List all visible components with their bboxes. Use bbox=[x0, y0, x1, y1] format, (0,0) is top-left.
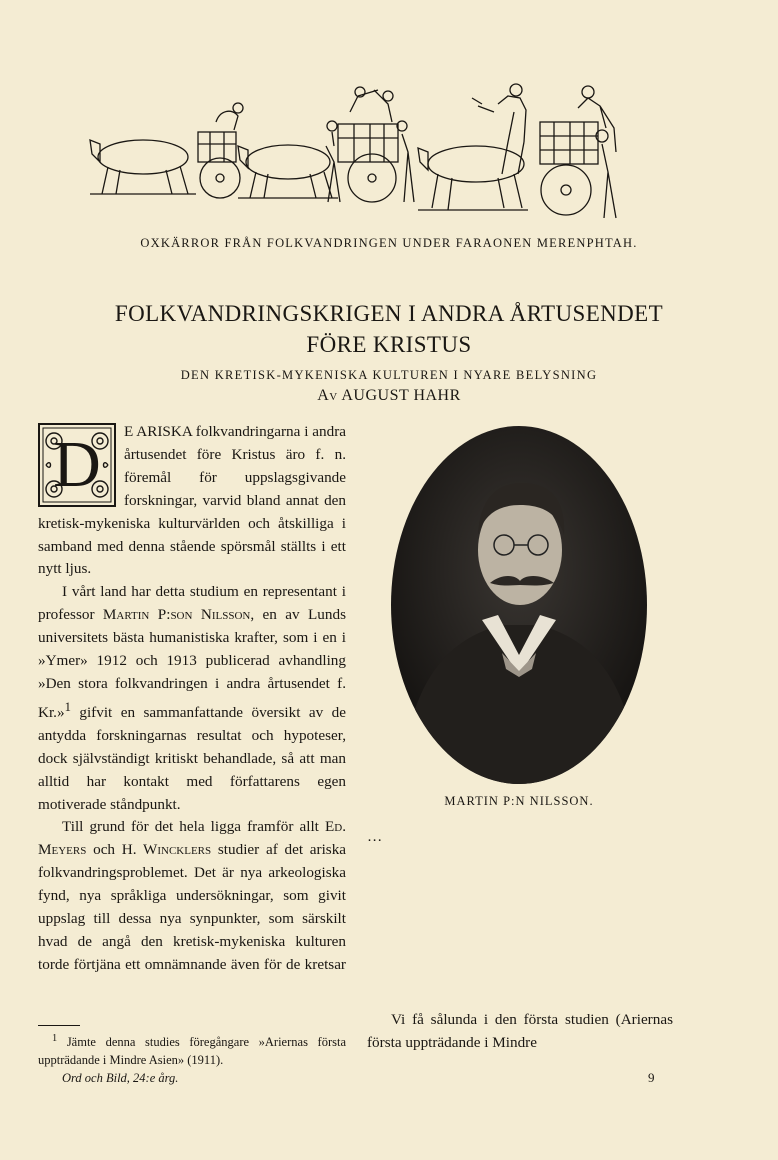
footnote-reference: 1 bbox=[64, 699, 71, 714]
footnote-text: Jämte denna studies föregångare »Ariernas första uppträdande i Mindre Asien» (1911). bbox=[38, 1035, 346, 1068]
illustration-caption: OXKÄRROR FRÅN FOLKVANDRINGEN UNDER FARAONEN MERENPHTAH. bbox=[140, 236, 638, 250]
article-column-right bbox=[367, 826, 673, 1055]
article-column-left bbox=[38, 421, 346, 976]
person-name: Ed. Meyers bbox=[38, 818, 346, 859]
dropcap-letter: D bbox=[53, 428, 101, 501]
page-number: 9 bbox=[648, 1070, 655, 1085]
portrait-photo bbox=[390, 425, 648, 785]
ox-figure bbox=[418, 146, 528, 210]
paragraph-1: E ARISKA folkvandringarna i andra årtusendet före Kristus äro f. n. föremål för uppslagsgivande forskningar, varvid bland annat den kretisk-mykeniska kulturvärlden och åtskilliga i samband med denna stående spörsmål ställts i ett nytt ljus. bbox=[38, 423, 346, 578]
paragraph-3 bbox=[38, 816, 346, 976]
article-title bbox=[0, 298, 778, 360]
paragraph-2-text-c: gifvit en sammanfattande översikt av de antydda forskningarnas resultat och hypoteser, dock självständigt kritiskt behandlade, så att man alltid har kontakt med författarens egen motiverade ståndpunkt. bbox=[38, 703, 346, 813]
article-subtitle: DEN KRETISK-MYKENISKA KULTUREN I NYARE BELYSNING bbox=[180, 368, 598, 382]
byline bbox=[0, 387, 778, 405]
paragraph-4: Vi få sålunda i den första studien (Ariernas första uppträdande i Mindre bbox=[367, 1011, 673, 1051]
paragraph-3-text-b: och bbox=[93, 841, 116, 859]
paragraph-2-text-b: , en av Lunds universitets bästa humanistiska krafter, som i en i »Ymer» 1912 och 1913 publicerad avhandling »Den stora folkvandringen i andra årtusendet f. Kr.» bbox=[38, 606, 346, 721]
cart-figure bbox=[472, 84, 616, 218]
paragraph-3-text-a: Till grund för det hela ligga framför allt bbox=[62, 818, 319, 836]
byline-prefix: Av bbox=[317, 387, 338, 404]
paragraph-2 bbox=[38, 581, 346, 816]
footnote-divider bbox=[38, 1025, 80, 1026]
author-name: AUGUST HAHR bbox=[341, 387, 461, 404]
ox-figure bbox=[90, 140, 196, 194]
paragraph-3-text-c: studier af det ariska folkvandringsproblemet. Det är nya arkeologiska fynd, nya språkliga undersökningar, som givit uppslag till dessa nya synpunkter, som särskilt hvad de angå den kretisk-mykeniska kulturen torde förtjäna ett omnämnande även för de kretsar bbox=[38, 841, 346, 973]
cart-figure bbox=[326, 87, 414, 202]
footnote bbox=[38, 1030, 346, 1069]
publication-source: Ord och Bild, 24:e årg. bbox=[62, 1071, 179, 1085]
paragraph-2-text-a: I vårt land har detta studium en representant i professor bbox=[38, 583, 346, 624]
ox-cart-frieze-illustration bbox=[88, 82, 628, 232]
article-title-line-1: FOLKVANDRINGSKRIGEN I ANDRA ÅRTUSENDET bbox=[114, 301, 664, 326]
person-name: H. Wincklers bbox=[121, 841, 212, 859]
article-title-line-2: FÖRE KRISTUS bbox=[306, 332, 472, 357]
ox-figure bbox=[238, 145, 338, 198]
person-name: Martin P:son Nilsson bbox=[102, 606, 251, 624]
cart-figure bbox=[198, 103, 243, 198]
decorative-initial bbox=[38, 423, 116, 507]
paragraph-3-continued: … bbox=[367, 828, 383, 845]
footnote-marker: 1 bbox=[52, 1033, 58, 1044]
portrait-caption: MARTIN P:N NILSSON. bbox=[444, 794, 594, 808]
